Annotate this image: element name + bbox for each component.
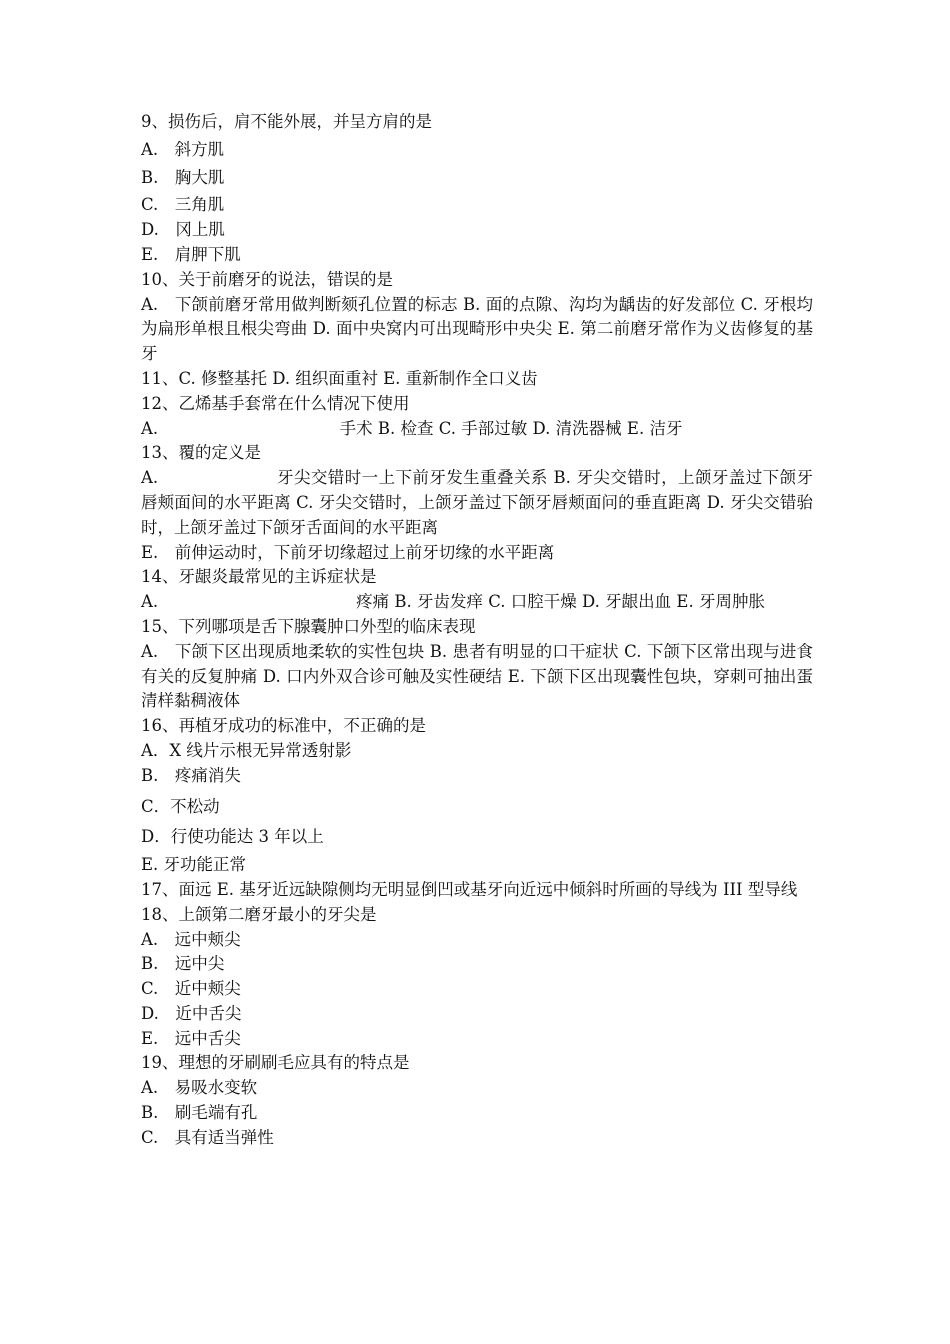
question-12-options: A. 手术 B. 检查 C. 手部过敏 D. 清洗器械 E. 洁牙: [141, 418, 683, 438]
option-c: C. 近中颊尖: [141, 979, 241, 999]
question-14: 14、牙龈炎最常见的主诉症状是: [141, 567, 377, 587]
option-c: C．不松动: [141, 796, 220, 816]
question-15-options: A. 下颌下区出现质地柔软的实性包块 B. 患者有明显的口干症状 C. 下颌下区常出现与进食有关的反复肿痛 D. 口内外双合诊可触及实性硬结 E. 下颌下区出现囊性包块，穿刺可抽出蛋清样黏稠液体: [141, 641, 813, 711]
question-13-option-e: E. 前伸运动时，下前牙切缘超过上前牙切缘的水平距离: [141, 542, 555, 562]
question-18: 18、上颌第二磨牙最小的牙尖是: [141, 904, 377, 924]
option-b: B. 刷毛端有孔: [141, 1103, 258, 1123]
option-a: A. 易吸水变软: [141, 1078, 258, 1098]
question-13-options: A. 牙尖交错时一上下前牙发生重叠关系 B. 牙尖交错时，上颌牙盖过下颌牙唇颊面间的水平距离 C. 牙尖交错时，上颌牙盖过下颌牙唇颊面问的垂直距离 D. 牙尖交错骀时，上颌牙盖过下颌牙舌面间的水平距离: [141, 468, 813, 537]
option-b: B. 远中尖: [141, 954, 225, 974]
option-c: C. 具有适当弹性: [141, 1127, 274, 1147]
question-19: 19、理想的牙刷刷毛应具有的特点是: [141, 1053, 410, 1073]
option-a: A．X 线片示根无异常透射影: [141, 740, 352, 760]
question-11: 11、C. 修整基托 D. 组织面重衬 E. 重新制作全口义齿: [141, 368, 538, 388]
question-17: 17、面远 E. 基牙近远缺隙侧均无明显倒凹或基牙向近远中倾斜时所画的导线为 III 型导线: [141, 879, 798, 899]
question-16: 16、再植牙成功的标准中，不正确的是: [141, 716, 426, 736]
option-d: D．行使功能达 3 年以上: [141, 827, 324, 847]
question-10: 10、关于前磨牙的说法，错误的是: [141, 269, 393, 289]
option-a: A. 远中颊尖: [141, 929, 241, 949]
option-d: D. 冈上肌: [141, 220, 225, 240]
option-a: A. 斜方肌: [141, 139, 225, 159]
question-14-options: A. 疼痛 B. 牙齿发痒 C. 口腔干燥 D. 牙龈出血 E. 牙周肿胀: [141, 592, 765, 612]
option-e: E. 肩胛下肌: [141, 244, 241, 264]
option-b: B. 胸大肌: [141, 167, 225, 187]
question-12: 12、乙烯基手套常在什么情况下使用: [141, 393, 410, 413]
question-9: 9、损伤后，肩不能外展，并呈方肩的是: [141, 112, 432, 131]
question-13: 13、覆的定义是: [141, 443, 261, 463]
option-e: E. 牙功能正常: [141, 855, 247, 875]
option-c: C. 三角肌: [141, 195, 225, 215]
option-b: B. 疼痛消失: [141, 765, 241, 785]
document-body: [141, 110, 813, 1151]
option-e: E. 远中舌尖: [141, 1028, 241, 1048]
option-d: D. 近中舌尖: [141, 1003, 242, 1023]
question-15: 15、下列哪项是舌下腺囊肿口外型的临床表现: [141, 616, 476, 636]
question-10-options: A. 下颌前磨牙常用做判断颏孔位置的标志 B. 面的点隙、沟均为龋齿的好发部位 C. 牙根均为扁形单根且根尖弯曲 D. 面中央窝内可出现畸形中央尖 E. 第二前磨牙常作为义齿修复的基牙: [141, 294, 813, 364]
